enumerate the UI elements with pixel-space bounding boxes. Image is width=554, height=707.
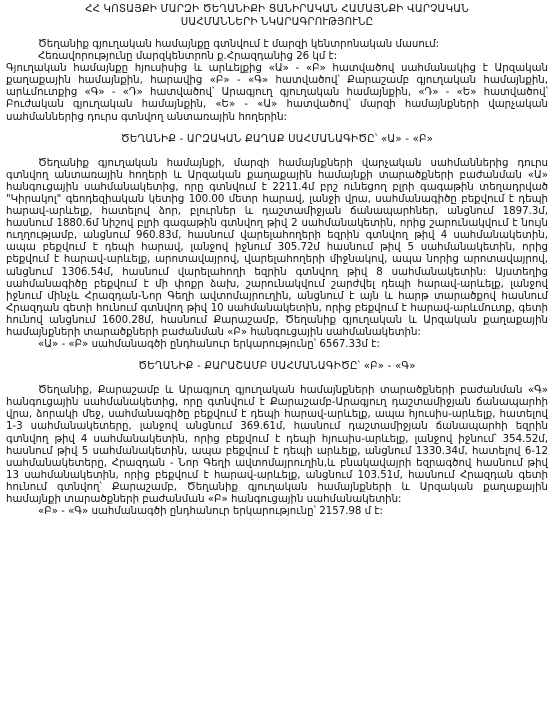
- document-title-line1: ՀՀ ԿՈՏԱՅՔԻ ՄԱՐԶԻ ԾԵՂԱՆԻՔԻ ՑԱՆԻՐԱԿԱՆ ՀԱՄԱՅՆՔԻ ՎԱՐՉԱԿԱՆ: [85, 4, 469, 15]
- intro-boundaries: Գյուղական համայնքը հյուսիսից և արևելքից «Ա» - «Բ» հատվածով սահմանակից է Արզական քաղաքային համայնքին, հարավից «Բ» - «Գ» հատվածով՝ Քարաշամբ գյուղական համայնքին, արևմուտքից «Գ» - «Դ» հատվածով՝ Արագյուղ գյուղական համայնքին, «Դ» - «Ե» հատվածով՝ Բուժական գյուղական համայնքին, «Ե» - «Ա» հատվածով՝ մարզի համայնքների վարչական սահմաններից դուրս գտնվող անտառային հողերին:: [6, 63, 548, 123]
- intro-distance: Հեռավորությունը մարզկենտրոն ք.Հրազդանից 26 կմ է:: [38, 51, 338, 63]
- section2-body: Ծեղանիք, Քարաշամբ և Արագյուղ գյուղական համայնքների տարածքների բաժանման «Գ» հանգուցային սահմանակետից, որը գտնվում է Քարաշամբ-Արագյուղ դաշտամիջյան ճանապարհի վրա, ձորակի մեջ, սահմանագիծը բեքվում է դեպի հարավ-արևելք, ապա հյուսիս-արևելք, հատելով 1-3 սահմանակետերը, լանջով անցնում 369.61մ, հասնում դաշտամիջյան ճանապարհի եզրին գտնվող թիվ 4 սահմանակետին, որից բեքվում է դեպի հյուսիս-արևելք, լանջով իջնում՝ 354.52մ, հասնում թիվ 5 սահմանակետին, ապա բեքվում է դեպի արևելք, անցնում 1330.34մ, հատելով 6-12 սահմանակետերը, Հրազդան - Նոր Գեղի ավտոմայրուղին,և բնակավայրի եզրագծով հասնում թիվ 13 սահմանակետին, որից բեքվում է հարավ-արևելք, անցնում 103.51մ, հասնում Հրազդան գետի հունում գտնվող՝ Քարաշամբ, Ծեղանիք գյուղական համայնքների և Արզական քաղաքային համայնքի տարածքների բաժանման «Բ» հանգուցային սահմանակետին:: [6, 385, 548, 505]
- section2-summary: «Բ» - «Գ» սահմանագծի ընդհանուր երկարությունը՝ 2157.98 մ է:: [38, 506, 383, 518]
- section1-body: Ծեղանիք գյուղական համայնքի, մարզի համայնքների վարչական սահմաններից դուրս գտնվող անտառային հողերի և Արզական քաղաքային համայնքի տարածքների բաժանման «Ա» հանգուցային սահմանակետից, որը գտնվում է 2211.4մ բրշ ունեցող բլրի գագաթին տեղադրված "Կիրակոլ" գեոդեզիական կետից 100.00 մետր հարավ, լանջի վրա, սահմանագիծը բեքվում է դեպի հարավ-արևելք, հատելով ձոր, բլուրներ և դաշտամիջյան ճանապարհներ, անցնում 1897.3մ, հասնում 1880.6մ նիշով բլրի գագաթին գտնվող թիվ 2 սահմանակետին, որից շարունակվում է նույն ուղղությամբ, անցնում 960.83մ, հասնում վարելահողերի եզրին գտնվող թիվ 4 սահմանակետին, ապա բեքվում է դեպի հարավ, լանջով իջնում 305.72մ հասնում թիվ 5 սահմանակետին, որից բեքվում է հարավ-արևելք, արոտավայրով, վարելահողերի միջնակով, ապա նորից արոտավայրով, անցնում 1306.54մ, հասնում վարելահողի եզրին գտնվող թիվ 8 սահմանակետին: Այստեղից սահմանագիծը բեքվում է մի փոքր ձախ, շարունակվում շարժվել դեպի հարավ-արևելք, լանջով իջնում մինչև Հրազդան-Նոր Գեղի ավտոմայրուղին, անցնում է այն և հարթ տարածքով հասնում Հրազդան գետի հունում գտնվող թիվ 10 սահմանակետին, որից բեքվում է հարավ-արևմուտք, գետի հունով անցնում 1600.28մ, հասնում Քարաշամբ, Ծեղանիք գյուղական և Արզական քաղաքային համայնքների տարածքների բաժանման «Բ» հանգուցային սահմանակետին:: [6, 157, 548, 338]
- intro-location: Ծեղանիք գյուղական համայնքը գտնվում է մարզի կենտրոնական մասում:: [38, 39, 440, 50]
- section1-summary: «Ա» - «Բ» սահմանագծի ընդհանուր երկարությունը՝ 6567.33մ է:: [38, 339, 380, 351]
- section2-heading: ԾԵՂԱՆԻՔ - ՔԱՐԱՇԱՄԲ ՍԱՀՄԱՆԱԳԻԾԸ՝ «Բ» - «Գ»: [138, 361, 416, 373]
- section1-heading: ԾԵՂԱՆԻՔ - ԱՐԶԱԿԱՆ ՔԱՂԱՔ ՍԱՀՄԱՆԱԳԻԾԸ՝ «Ա» - «Բ»: [120, 133, 434, 145]
- document-title-line2: ՍԱՀՄԱՆՆԵՐԻ ՆԿԱՐԱԳՐՈՒԹՅՈՒՆԸ: [180, 16, 374, 28]
